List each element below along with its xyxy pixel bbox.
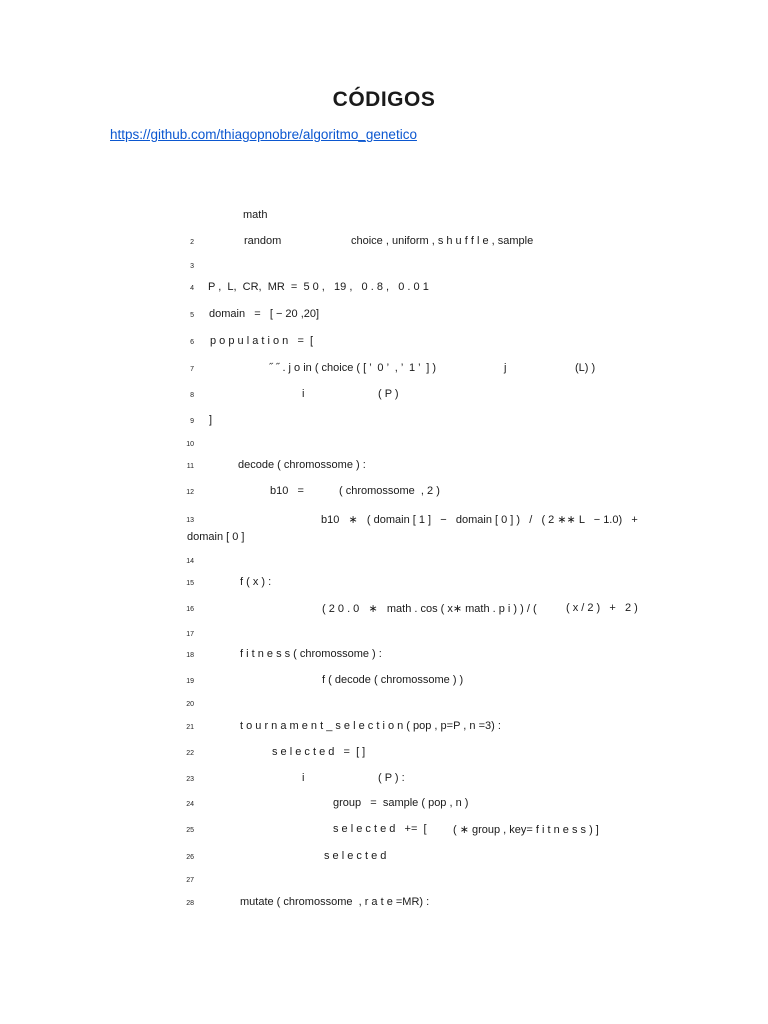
- code-text: random: [244, 235, 282, 247]
- line-number: 6: [190, 339, 194, 346]
- line-number: 3: [190, 263, 194, 270]
- line-number: 17: [186, 631, 194, 638]
- code-text: ( P ) :: [378, 772, 405, 784]
- code-line: [0, 388, 768, 404]
- line-number: 14: [186, 558, 194, 565]
- code-text: t o u r n a m e n t _ s e l e c t i o n ( pop , p=P , n =3) :: [240, 720, 501, 732]
- line-number: 11: [186, 463, 194, 470]
- line-number: 27: [186, 877, 194, 884]
- code-text: s e l e c t e d += [: [333, 823, 427, 835]
- line-number: 23: [186, 776, 194, 783]
- code-text: mutate ( chromossome , r a t e =MR) :: [240, 896, 430, 908]
- code-line: [0, 437, 768, 453]
- code-line: [0, 627, 768, 643]
- code-text: f ( decode ( chromossome ) ): [322, 674, 464, 686]
- code-line-continuation: [0, 531, 768, 547]
- code-line: [0, 235, 768, 251]
- code-text: ( P ): [378, 388, 399, 400]
- code-text: ( x / 2 ) + 2 ): [566, 602, 638, 614]
- code-line: [0, 513, 768, 529]
- line-number: 25: [186, 827, 194, 834]
- code-text: (L) ): [575, 362, 596, 374]
- line-number: 24: [186, 801, 194, 808]
- code-line: [0, 209, 768, 225]
- line-number: 7: [190, 366, 194, 373]
- line-number: 22: [186, 750, 194, 757]
- code-line: [0, 823, 768, 839]
- code-text: p o p u l a t i o n = [: [210, 335, 314, 347]
- code-text: ( chromossome , 2 ): [339, 485, 440, 497]
- code-line: [0, 259, 768, 275]
- code-line: [0, 576, 768, 592]
- line-number: 9: [190, 418, 194, 425]
- code-text: f ( x ) :: [240, 576, 272, 588]
- code-line: [0, 697, 768, 713]
- code-text: domain [ 0 ]: [187, 531, 245, 543]
- line-number: 20: [186, 701, 194, 708]
- line-number: 13: [186, 517, 194, 524]
- code-text: decode ( chromossome ) :: [238, 459, 366, 471]
- code-line: [0, 648, 768, 664]
- code-text: i: [302, 772, 305, 784]
- code-text: s e l e c t e d = [ ]: [272, 746, 366, 758]
- line-number: 15: [186, 580, 194, 587]
- code-text: ( 2 0 . 0 ∗ math . cos ( x∗ math . p i ) ) / (: [322, 603, 537, 615]
- line-number: 16: [186, 606, 194, 613]
- code-line: [0, 308, 768, 324]
- github-link[interactable]: https://github.com/thiagopnobre/algoritmo_genetico: [110, 127, 417, 142]
- code-line: [0, 414, 768, 430]
- code-text: i: [302, 388, 305, 400]
- code-text: math: [243, 209, 268, 221]
- line-number: 5: [190, 312, 194, 319]
- code-line: [0, 602, 768, 618]
- line-number: 28: [186, 900, 194, 907]
- code-text: s e l e c t e d: [324, 850, 387, 862]
- line-number: 2: [190, 239, 194, 246]
- code-line: [0, 335, 768, 351]
- code-text: group = sample ( pop , n ): [333, 797, 469, 809]
- line-number: 10: [186, 441, 194, 448]
- code-line: [0, 797, 768, 813]
- line-number: 12: [186, 489, 194, 496]
- code-text: ( ∗ group , key= f i t n e s s ) ]: [453, 824, 599, 836]
- code-line: [0, 850, 768, 866]
- code-line: [0, 674, 768, 690]
- line-number: 26: [186, 854, 194, 861]
- code-text: j: [504, 362, 507, 374]
- code-line: [0, 281, 768, 297]
- line-number: 19: [186, 678, 194, 685]
- code-line: [0, 896, 768, 912]
- code-text: b10 ∗ ( domain [ 1 ] − domain [ 0 ] ) / ( 2 ∗∗ L − 1.0) +: [321, 514, 638, 526]
- code-line: [0, 720, 768, 736]
- code-text: domain = [ − 20 ,20]: [209, 308, 320, 320]
- line-number: 8: [190, 392, 194, 399]
- code-line: [0, 485, 768, 501]
- code-text: ]: [209, 414, 213, 426]
- page-title: CÓDIGOS: [332, 88, 436, 111]
- code-line: [0, 554, 768, 570]
- code-line: [0, 746, 768, 762]
- code-line: [0, 459, 768, 475]
- code-line: [0, 772, 768, 788]
- code-text: f i t n e s s ( chromossome ) :: [240, 648, 382, 660]
- code-text: choice , uniform , s h u f f l e , sample: [351, 235, 534, 247]
- line-number: 18: [186, 652, 194, 659]
- code-line: [0, 362, 768, 378]
- code-text: ˝ ˝ . j o in ( choice ( [ ’ 0 ’ , ’ 1 ’ ] ): [269, 362, 437, 374]
- line-number: 21: [186, 724, 194, 731]
- line-number: 4: [190, 285, 194, 292]
- code-text: b10 =: [270, 485, 304, 497]
- code-line: [0, 873, 768, 889]
- code-text: P , L, CR, MR = 5 0 , 19 , 0 . 8 , 0 . 0 1: [208, 281, 429, 293]
